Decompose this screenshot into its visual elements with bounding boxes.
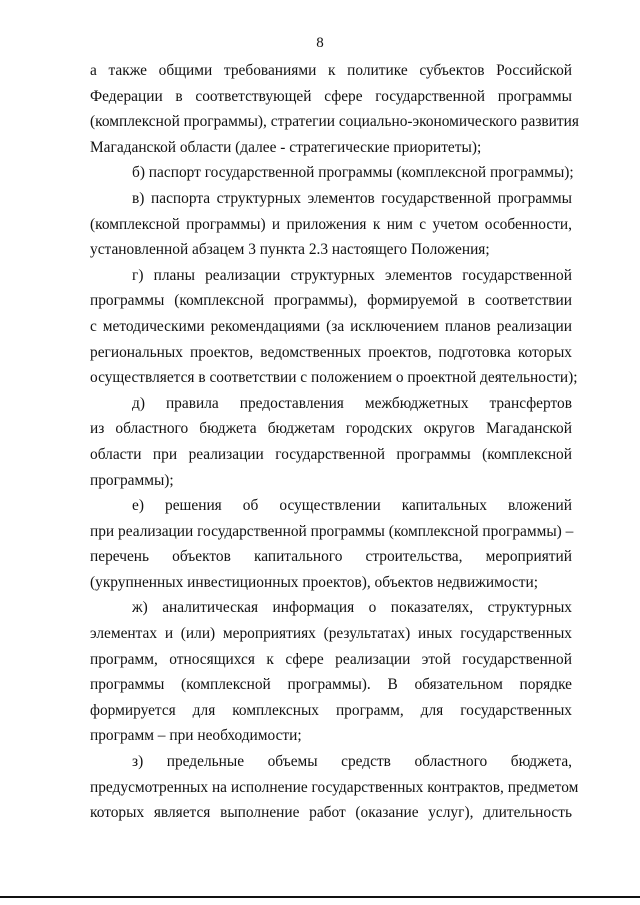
text-line: из областного бюджета бюджетам городских округов Магаданской [90,420,572,438]
text-line: (комплексной программы) и приложения к ним с учетом особенности, [90,215,572,233]
text-line: з) предельные объемы средств областного бюджета, [132,753,572,771]
text-line: элементах и (или) мероприятиях (результатах) иных государственных [90,625,572,643]
text-line: формируется для комплексных программ, для государственных [90,701,572,719]
paragraph-item-d [90,391,572,493]
text-line: а также общими требованиями к политике субъектов Российской [90,62,572,79]
text-line: с методическими рекомендациями (за исключением планов реализации [90,317,572,335]
text-line: (комплексной программы), стратегии социально-экономического развития [90,113,579,131]
paragraph-item-g [90,263,578,391]
text-line: е) решения об осуществлении капитальных вложений [132,497,572,515]
paragraph-item-b [90,160,572,186]
text-line: при реализации государственной программы (комплексной программы) – [90,522,574,540]
text-line: ж) аналитическая информация о показателях, структурных [132,599,572,617]
text-line: осуществляется в соответствии с положением о проектной деятельности); [90,369,578,387]
page-bottom-rule [0,896,640,898]
text-line: программ – при необходимости; [90,727,302,745]
text-line: г) планы реализации структурных элементов государственной [132,266,572,284]
text-line: установленной абзацем 3 пункта 2.3 настоящего Положения; [90,241,490,259]
page-number: 8 [316,35,324,51]
text-line: которых является выполнение работ (оказание услуг), длительность [90,804,572,822]
text-line: программы (комплексной программы). В обязательном порядке [90,676,572,694]
text-line: программы); [90,471,174,489]
text-line: области при реализации государственной программы (комплексной [90,445,572,463]
text-line: программ, относящихся к сфере реализации этой государственной [90,650,572,668]
text-line: б) паспорт государственной программы (комплексной программы); [132,164,574,182]
text-line: Магаданской области (далее - стратегические приоритеты); [90,138,482,156]
document-body [90,58,579,826]
text-line: в) паспорта структурных элементов государственной программы [132,189,572,207]
paragraph-continuation [90,58,579,160]
paragraph-item-v [90,186,572,263]
paragraph-item-z [90,749,579,826]
text-line: Федерации в соответствующей сфере государственной программы [90,87,572,105]
text-line: перечень объектов капитального строительства, мероприятий [90,548,572,566]
text-line: (укрупненных инвестиционных проектов), объектов недвижимости; [90,573,539,591]
text-line: региональных проектов, ведомственных проектов, подготовка которых [90,343,572,361]
paragraph-item-e [90,493,572,595]
paragraph-item-zh [90,595,572,749]
text-line: д) правила предоставления межбюджетных трансфертов [132,394,572,412]
text-line: предусмотренных на исполнение государственных контрактов, предметом [90,778,579,796]
text-line: программы (комплексной программы), формируемой в соответствии [90,292,572,310]
